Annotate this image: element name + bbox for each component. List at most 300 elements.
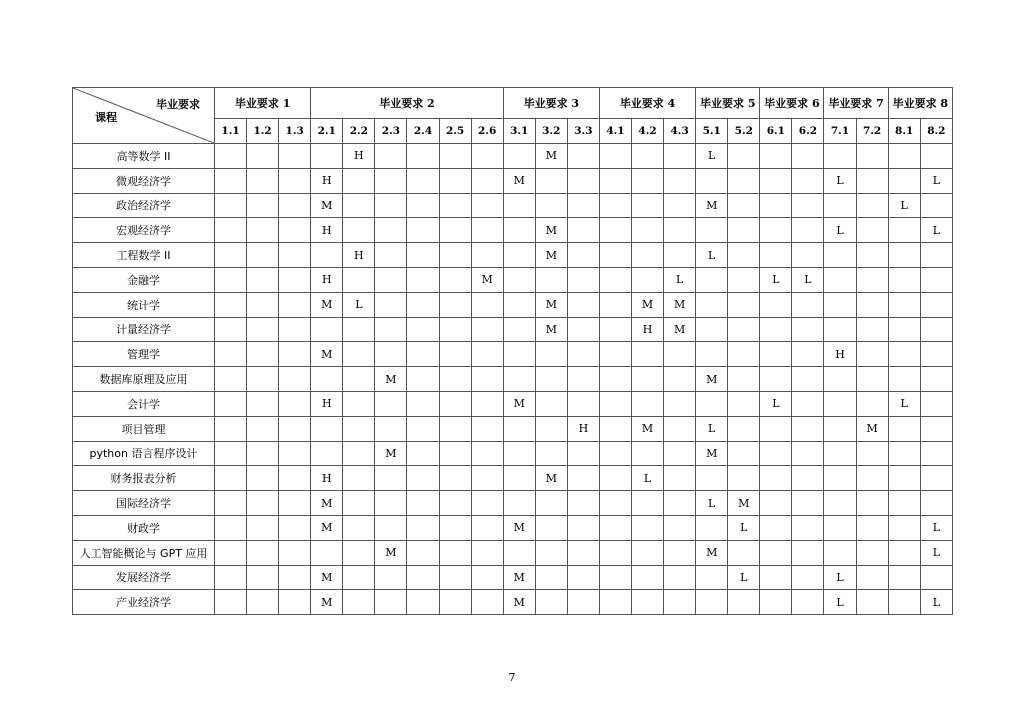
matrix-cell <box>439 144 471 169</box>
matrix-cell <box>632 565 664 590</box>
sub-column-header: 2.4 <box>407 119 439 144</box>
matrix-cell <box>599 565 631 590</box>
matrix-cell <box>824 367 856 392</box>
matrix-cell <box>343 391 375 416</box>
matrix-cell <box>439 391 471 416</box>
matrix-cell <box>888 144 920 169</box>
matrix-cell <box>535 540 567 565</box>
matrix-cell <box>792 441 824 466</box>
matrix-cell <box>792 515 824 540</box>
matrix-cell: L <box>824 565 856 590</box>
matrix-cell <box>888 515 920 540</box>
course-name: 管理学 <box>73 342 215 367</box>
matrix-cell <box>824 267 856 292</box>
table-row <box>73 342 953 367</box>
matrix-cell <box>920 144 952 169</box>
matrix-cell <box>728 590 760 615</box>
matrix-cell <box>599 144 631 169</box>
table-row <box>73 391 953 416</box>
sub-column-header: 2.1 <box>311 119 343 144</box>
course-name: 宏观经济学 <box>73 218 215 243</box>
matrix-cell <box>792 416 824 441</box>
matrix-cell <box>888 416 920 441</box>
matrix-cell <box>920 416 952 441</box>
matrix-cell <box>760 466 792 491</box>
matrix-cell <box>824 144 856 169</box>
matrix-cell <box>343 565 375 590</box>
matrix-cell <box>888 317 920 342</box>
matrix-cell <box>664 441 696 466</box>
matrix-cell <box>407 515 439 540</box>
matrix-cell <box>439 416 471 441</box>
matrix-cell <box>824 193 856 218</box>
matrix-cell <box>856 540 888 565</box>
matrix-cell <box>632 367 664 392</box>
matrix-cell <box>311 317 343 342</box>
table-row <box>73 367 953 392</box>
matrix-cell: M <box>664 292 696 317</box>
course-name: 工程数学 II <box>73 243 215 268</box>
table-row <box>73 218 953 243</box>
matrix-cell <box>311 243 343 268</box>
table-row <box>73 565 953 590</box>
matrix-cell <box>311 540 343 565</box>
matrix-cell: M <box>503 391 535 416</box>
matrix-cell <box>824 292 856 317</box>
matrix-cell <box>471 218 503 243</box>
matrix-cell <box>279 515 311 540</box>
matrix-cell: L <box>824 168 856 193</box>
matrix-cell <box>247 243 279 268</box>
matrix-cell <box>567 391 599 416</box>
matrix-cell: L <box>920 218 952 243</box>
table-row <box>73 243 953 268</box>
matrix-cell <box>279 193 311 218</box>
matrix-cell: H <box>311 168 343 193</box>
matrix-cell <box>439 466 471 491</box>
matrix-cell <box>375 317 407 342</box>
matrix-cell <box>343 441 375 466</box>
matrix-cell <box>407 367 439 392</box>
matrix-cell: L <box>888 193 920 218</box>
matrix-cell: L <box>920 590 952 615</box>
corner-bottom-label: 课程 <box>95 111 117 124</box>
matrix-cell <box>215 466 247 491</box>
sub-column-header: 4.3 <box>664 119 696 144</box>
matrix-cell <box>632 267 664 292</box>
matrix-cell <box>920 317 952 342</box>
matrix-cell: H <box>567 416 599 441</box>
matrix-cell <box>696 342 728 367</box>
matrix-cell <box>856 193 888 218</box>
matrix-cell <box>888 441 920 466</box>
corner-header <box>73 88 215 144</box>
matrix-cell <box>407 491 439 516</box>
matrix-cell <box>279 342 311 367</box>
matrix-cell: H <box>824 342 856 367</box>
matrix-cell <box>599 416 631 441</box>
matrix-cell <box>375 391 407 416</box>
matrix-cell: M <box>664 317 696 342</box>
matrix-cell <box>343 515 375 540</box>
matrix-cell <box>407 168 439 193</box>
matrix-cell <box>664 540 696 565</box>
matrix-cell: M <box>535 144 567 169</box>
matrix-cell <box>728 267 760 292</box>
matrix-cell <box>856 391 888 416</box>
matrix-cell <box>375 590 407 615</box>
matrix-cell <box>215 391 247 416</box>
matrix-cell <box>535 168 567 193</box>
matrix-cell <box>503 317 535 342</box>
matrix-cell <box>760 168 792 193</box>
matrix-cell: M <box>696 193 728 218</box>
table-row <box>73 317 953 342</box>
matrix-cell <box>632 540 664 565</box>
matrix-cell <box>215 193 247 218</box>
matrix-cell <box>247 391 279 416</box>
matrix-cell <box>920 466 952 491</box>
matrix-cell <box>920 193 952 218</box>
matrix-cell <box>535 193 567 218</box>
matrix-cell: M <box>471 267 503 292</box>
matrix-cell: M <box>311 565 343 590</box>
matrix-cell: M <box>503 515 535 540</box>
matrix-cell <box>632 491 664 516</box>
matrix-cell: L <box>632 466 664 491</box>
matrix-cell: M <box>856 416 888 441</box>
matrix-cell <box>247 168 279 193</box>
matrix-cell <box>279 267 311 292</box>
matrix-cell <box>567 565 599 590</box>
matrix-cell <box>760 515 792 540</box>
matrix-cell <box>728 292 760 317</box>
matrix-cell: M <box>311 292 343 317</box>
matrix-cell <box>215 515 247 540</box>
matrix-cell: M <box>375 441 407 466</box>
matrix-cell: M <box>503 590 535 615</box>
matrix-cell <box>407 342 439 367</box>
matrix-cell <box>567 267 599 292</box>
matrix-cell <box>696 590 728 615</box>
sub-column-header: 5.1 <box>696 119 728 144</box>
matrix-cell <box>728 441 760 466</box>
matrix-cell <box>535 590 567 615</box>
matrix-cell <box>215 565 247 590</box>
matrix-cell <box>728 317 760 342</box>
matrix-cell <box>503 416 535 441</box>
matrix-cell <box>439 193 471 218</box>
matrix-cell <box>856 565 888 590</box>
matrix-cell <box>471 441 503 466</box>
course-name: 计量经济学 <box>73 317 215 342</box>
matrix-cell <box>760 441 792 466</box>
matrix-cell: L <box>760 391 792 416</box>
matrix-cell <box>311 144 343 169</box>
matrix-cell <box>632 193 664 218</box>
matrix-cell <box>567 540 599 565</box>
matrix-cell <box>567 243 599 268</box>
matrix-cell <box>535 416 567 441</box>
matrix-cell <box>567 441 599 466</box>
matrix-cell <box>279 168 311 193</box>
matrix-cell <box>503 267 535 292</box>
matrix-cell: L <box>824 590 856 615</box>
matrix-cell <box>856 292 888 317</box>
course-name: python 语言程序设计 <box>73 441 215 466</box>
corner-top-label: 毕业要求 <box>156 98 200 111</box>
matrix-cell <box>535 391 567 416</box>
matrix-cell <box>599 466 631 491</box>
matrix-cell: M <box>696 367 728 392</box>
sub-column-header: 7.1 <box>824 119 856 144</box>
matrix-cell <box>407 565 439 590</box>
matrix-cell <box>599 292 631 317</box>
matrix-cell <box>632 441 664 466</box>
matrix-cell <box>471 491 503 516</box>
matrix-cell: M <box>503 565 535 590</box>
matrix-cell <box>920 292 952 317</box>
table-row <box>73 491 953 516</box>
matrix-cell <box>279 441 311 466</box>
matrix-cell <box>792 292 824 317</box>
matrix-cell <box>407 317 439 342</box>
course-name: 金融学 <box>73 267 215 292</box>
matrix-cell <box>920 441 952 466</box>
matrix-cell <box>215 491 247 516</box>
matrix-cell <box>760 367 792 392</box>
matrix-cell <box>920 243 952 268</box>
matrix-cell <box>247 218 279 243</box>
matrix-cell <box>535 367 567 392</box>
course-name: 财政学 <box>73 515 215 540</box>
matrix-cell <box>856 441 888 466</box>
matrix-cell <box>247 565 279 590</box>
table-row <box>73 416 953 441</box>
matrix-cell: M <box>696 441 728 466</box>
matrix-cell <box>888 466 920 491</box>
matrix-cell <box>439 515 471 540</box>
matrix-cell: M <box>535 218 567 243</box>
matrix-cell <box>375 515 407 540</box>
matrix-cell <box>567 367 599 392</box>
matrix-cell: M <box>311 491 343 516</box>
matrix-cell: L <box>824 218 856 243</box>
matrix-cell <box>824 416 856 441</box>
matrix-cell: M <box>728 491 760 516</box>
matrix-cell <box>728 540 760 565</box>
matrix-cell: L <box>664 267 696 292</box>
matrix-cell <box>247 193 279 218</box>
matrix-cell <box>664 144 696 169</box>
matrix-cell <box>824 491 856 516</box>
matrix-cell <box>567 491 599 516</box>
matrix-cell <box>471 416 503 441</box>
matrix-cell <box>599 367 631 392</box>
matrix-cell <box>599 590 631 615</box>
matrix-cell: L <box>760 267 792 292</box>
matrix-cell <box>632 590 664 615</box>
matrix-cell <box>888 267 920 292</box>
matrix-cell <box>632 515 664 540</box>
matrix-cell <box>503 466 535 491</box>
matrix-cell <box>407 144 439 169</box>
matrix-cell: M <box>375 367 407 392</box>
group-header: 毕业要求 5 <box>696 88 760 119</box>
matrix-cell <box>792 466 824 491</box>
matrix-cell <box>407 540 439 565</box>
sub-column-header: 4.2 <box>632 119 664 144</box>
matrix-cell <box>535 565 567 590</box>
matrix-cell <box>247 590 279 615</box>
matrix-cell: H <box>311 466 343 491</box>
matrix-cell <box>760 317 792 342</box>
matrix-cell <box>599 491 631 516</box>
matrix-cell <box>375 491 407 516</box>
matrix-cell <box>215 144 247 169</box>
matrix-cell: L <box>696 144 728 169</box>
matrix-cell <box>375 243 407 268</box>
matrix-cell <box>215 441 247 466</box>
matrix-cell <box>407 243 439 268</box>
matrix-cell <box>279 391 311 416</box>
matrix-cell <box>471 168 503 193</box>
matrix-cell <box>728 466 760 491</box>
matrix-cell <box>503 218 535 243</box>
matrix-cell: M <box>311 515 343 540</box>
matrix-cell <box>728 193 760 218</box>
page-number: 7 <box>508 671 516 684</box>
matrix-cell <box>375 267 407 292</box>
matrix-cell <box>215 590 247 615</box>
matrix-cell <box>888 540 920 565</box>
group-header: 毕业要求 4 <box>599 88 695 119</box>
matrix-cell <box>728 218 760 243</box>
sub-column-header: 6.1 <box>760 119 792 144</box>
matrix-cell <box>503 144 535 169</box>
matrix-cell <box>343 218 375 243</box>
matrix-cell <box>503 441 535 466</box>
matrix-cell <box>279 416 311 441</box>
course-name: 数据库原理及应用 <box>73 367 215 392</box>
matrix-cell <box>824 317 856 342</box>
matrix-cell <box>599 267 631 292</box>
matrix-cell <box>728 243 760 268</box>
matrix-cell <box>215 317 247 342</box>
matrix-cell <box>696 317 728 342</box>
matrix-cell <box>375 416 407 441</box>
matrix-cell <box>760 243 792 268</box>
matrix-cell <box>856 144 888 169</box>
matrix-cell <box>856 218 888 243</box>
matrix-cell: L <box>920 168 952 193</box>
matrix-cell <box>599 515 631 540</box>
matrix-cell <box>664 590 696 615</box>
matrix-cell: M <box>632 416 664 441</box>
matrix-cell <box>760 292 792 317</box>
matrix-cell <box>824 515 856 540</box>
matrix-cell <box>920 367 952 392</box>
matrix-cell <box>343 491 375 516</box>
course-name: 政治经济学 <box>73 193 215 218</box>
matrix-cell: M <box>535 466 567 491</box>
matrix-cell <box>343 466 375 491</box>
sub-column-header: 3.1 <box>503 119 535 144</box>
sub-column-header: 2.2 <box>343 119 375 144</box>
matrix-cell <box>696 565 728 590</box>
matrix-cell <box>567 317 599 342</box>
matrix-cell <box>407 193 439 218</box>
matrix-cell <box>599 342 631 367</box>
matrix-cell <box>760 144 792 169</box>
matrix-cell <box>567 342 599 367</box>
matrix-cell <box>471 565 503 590</box>
matrix-cell <box>728 342 760 367</box>
matrix-cell <box>728 144 760 169</box>
matrix-cell: M <box>696 540 728 565</box>
matrix-cell <box>728 416 760 441</box>
matrix-cell <box>311 416 343 441</box>
matrix-cell <box>215 292 247 317</box>
sub-column-header: 1.2 <box>247 119 279 144</box>
matrix-cell: H <box>311 218 343 243</box>
course-name: 产业经济学 <box>73 590 215 615</box>
matrix-cell <box>599 391 631 416</box>
matrix-cell <box>279 565 311 590</box>
matrix-cell <box>664 193 696 218</box>
matrix-cell <box>407 292 439 317</box>
matrix-cell <box>279 218 311 243</box>
matrix-cell <box>407 391 439 416</box>
sub-column-header: 5.2 <box>728 119 760 144</box>
matrix-cell <box>343 193 375 218</box>
matrix-cell <box>599 317 631 342</box>
matrix-cell <box>856 267 888 292</box>
matrix-cell <box>247 416 279 441</box>
matrix-cell: M <box>535 292 567 317</box>
group-header: 毕业要求 3 <box>503 88 599 119</box>
matrix-cell <box>343 342 375 367</box>
group-header: 毕业要求 8 <box>888 88 952 119</box>
matrix-cell: L <box>888 391 920 416</box>
matrix-cell <box>792 367 824 392</box>
matrix-cell <box>247 267 279 292</box>
matrix-cell <box>503 193 535 218</box>
matrix-cell <box>792 540 824 565</box>
matrix-cell <box>247 540 279 565</box>
group-header: 毕业要求 1 <box>215 88 311 119</box>
matrix-cell <box>792 144 824 169</box>
matrix-cell <box>664 342 696 367</box>
matrix-cell: L <box>696 491 728 516</box>
matrix-cell <box>696 218 728 243</box>
matrix-cell <box>439 441 471 466</box>
course-name: 国际经济学 <box>73 491 215 516</box>
matrix-cell <box>792 342 824 367</box>
matrix-cell <box>760 590 792 615</box>
matrix-cell <box>664 515 696 540</box>
sub-column-header: 8.2 <box>920 119 952 144</box>
matrix-cell <box>856 491 888 516</box>
sub-column-header: 8.1 <box>888 119 920 144</box>
matrix-cell <box>215 416 247 441</box>
matrix-cell <box>215 367 247 392</box>
table-row <box>73 441 953 466</box>
matrix-cell <box>696 466 728 491</box>
matrix-cell: L <box>343 292 375 317</box>
matrix-cell <box>599 193 631 218</box>
matrix-cell <box>439 367 471 392</box>
